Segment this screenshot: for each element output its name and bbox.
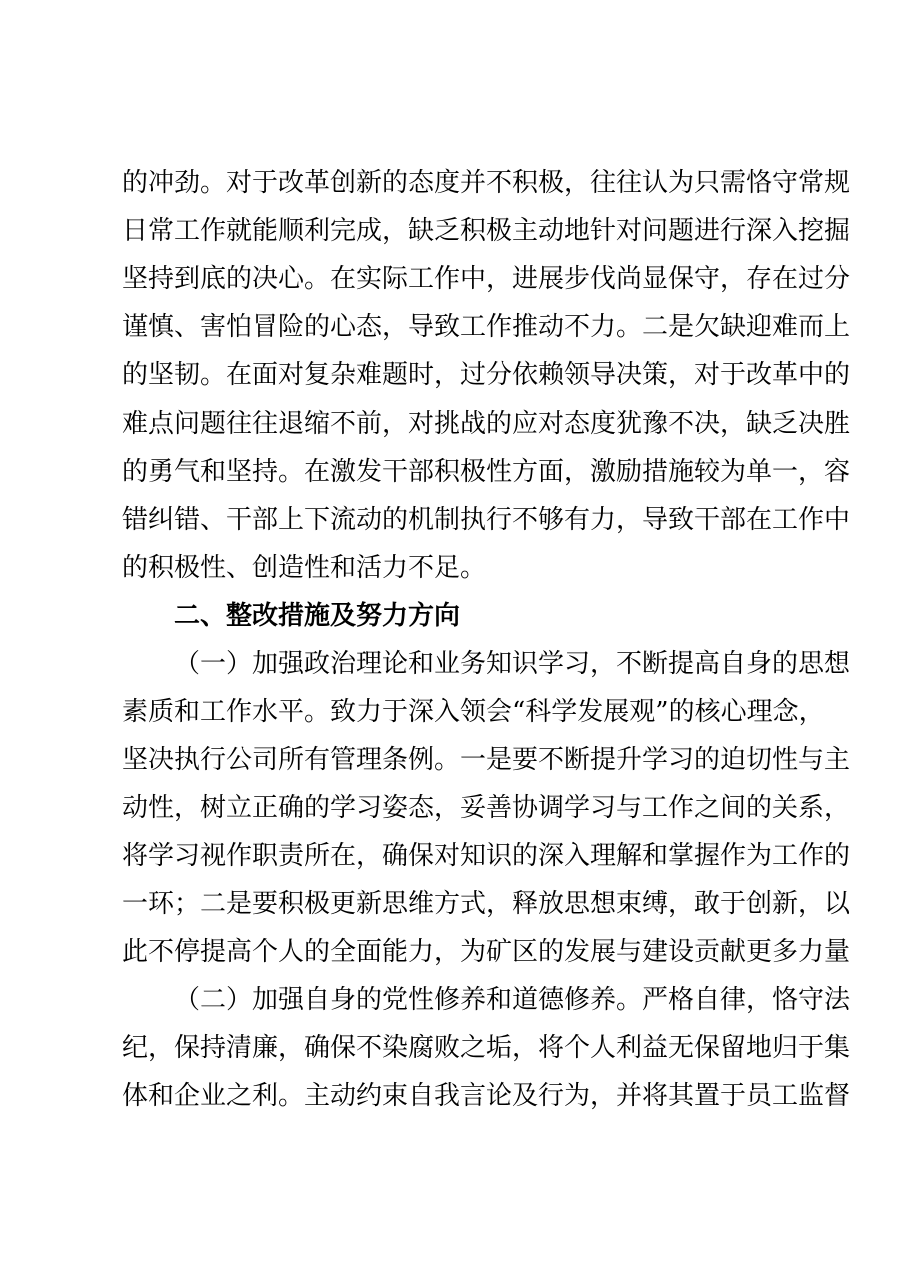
paragraph-line: 将学习视作职责所在，确保对知识的深入理解和掌握作为工作的	[122, 841, 851, 871]
paragraph-line: 的勇气和坚持。在激发干部积极性方面，激励措施较为单一，容	[122, 457, 851, 487]
paragraph-line: 的积极性、创造性和活力不足。	[122, 553, 487, 583]
section-heading: 二、整改措施及努力方向	[174, 601, 461, 631]
paragraph-line: 的冲劲。对于改革创新的态度并不积极，往往认为只需恪守常规	[122, 168, 851, 198]
paragraph-line: 难点问题往往退缩不前，对挑战的应对态度犹豫不决，缺乏决胜	[122, 409, 851, 439]
paragraph-line: 一环；二是要积极更新思维方式，释放思想束缚，敢于创新，以	[122, 889, 851, 919]
paragraph-line: 谨慎、害怕冒险的心态，导致工作推动不力。二是欠缺迎难而上	[122, 312, 851, 342]
paragraph-line: 坚决执行公司所有管理条例。一是要不断提升学习的迫切性与主	[122, 745, 851, 775]
paragraph-line: 动性，树立正确的学习姿态，妥善协调学习与工作之间的关系，	[122, 793, 851, 823]
paragraph-line: （二）加强自身的党性修养和道德修养。严格自律，恪守法	[174, 985, 851, 1015]
paragraph-line: 纪，保持清廉，确保不染腐败之垢，将个人利益无保留地归于集	[122, 1033, 851, 1063]
paragraph-line: 体和企业之利。主动约束自我言论及行为，并将其置于员工监督	[122, 1081, 851, 1111]
paragraph-line: 日常工作就能顺利完成，缺乏积极主动地针对问题进行深入挖掘	[122, 216, 851, 246]
paragraph-line: 错纠错、干部上下流动的机制执行不够有力，导致干部在工作中	[122, 505, 851, 535]
paragraph-line: （一）加强政治理论和业务知识学习，不断提高自身的思想	[174, 649, 851, 679]
paragraph-line: 的坚韧。在面对复杂难题时，过分依赖领导决策，对于改革中的	[122, 360, 851, 390]
paragraph-line: 此不停提高个人的全面能力，为矿区的发展与建设贡献更多力量	[122, 937, 851, 967]
paragraph-line: 坚持到底的决心。在实际工作中，进展步伐尚显保守，存在过分	[122, 264, 851, 294]
paragraph-line: 素质和工作水平。致力于深入领会“科学发展观”的核心理念，	[122, 697, 825, 727]
